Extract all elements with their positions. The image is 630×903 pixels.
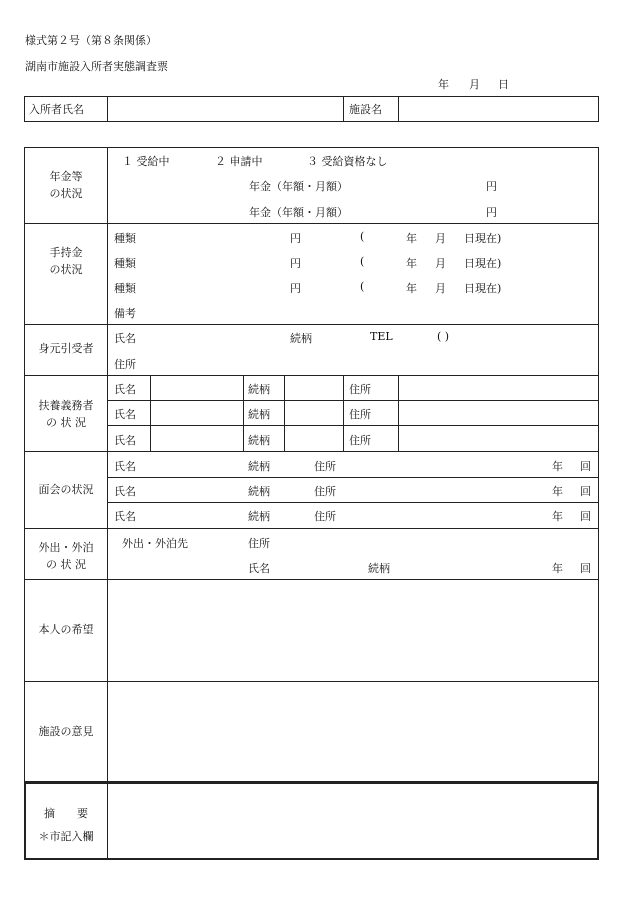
guarantor-tel-paren: ( ) <box>437 330 450 343</box>
visit-times-label: 回 <box>580 510 591 523</box>
cash-asof-label: 日現在) <box>464 257 502 270</box>
support-name-label: 氏名 <box>114 434 136 447</box>
outing-address-label: 住所 <box>248 537 270 550</box>
pension-option-applying[interactable]: ２ 申請中 <box>215 155 263 168</box>
form-number: 様式第２号（第８条関係） <box>25 34 157 47</box>
resident-name-label: 入所者氏名 <box>29 103 84 116</box>
cash-year-label: 年 <box>406 282 417 295</box>
visit-times-label: 回 <box>580 485 591 498</box>
date-year-label: 年 <box>438 78 449 91</box>
support-name-label: 氏名 <box>114 383 136 396</box>
outing-label: 外出・外泊 <box>38 541 94 554</box>
support-relation-label: 続柄 <box>248 383 270 396</box>
visit-relation-label: 続柄 <box>248 510 270 523</box>
cash-paren: ( <box>360 230 365 243</box>
cash-yen-unit: 円 <box>290 257 301 270</box>
visit-name-label: 氏名 <box>114 460 136 473</box>
visit-year-label: 年 <box>552 485 563 498</box>
cash-asof-label: 日現在) <box>464 282 502 295</box>
guarantor-name-label: 氏名 <box>114 332 136 345</box>
cash-kind-label: 種類 <box>114 257 136 270</box>
visit-year-label: 年 <box>552 460 563 473</box>
visit-relation-label: 続柄 <box>248 485 270 498</box>
support-address-label: 住所 <box>349 408 371 421</box>
cash-yen-unit: 円 <box>290 282 301 295</box>
support-label: 扶養義務者 <box>38 399 94 412</box>
guarantor-relation-label: 続柄 <box>290 332 312 345</box>
pension-amount-label: 年金（年額・月額） <box>249 206 348 219</box>
resident-name-field[interactable] <box>108 97 342 121</box>
cash-year-label: 年 <box>406 232 417 245</box>
wishes-field[interactable] <box>108 580 598 680</box>
visit-year-label: 年 <box>552 510 563 523</box>
pension-option-ineligible[interactable]: ３ 受給資格なし <box>307 155 388 168</box>
opinion-label: 施設の意見 <box>38 725 94 738</box>
outing-times-label: 回 <box>580 562 591 575</box>
outing-destination-label: 外出・外泊先 <box>122 537 188 550</box>
support-address-label: 住所 <box>349 383 371 396</box>
cash-month-label: 月 <box>435 257 446 270</box>
visit-times-label: 回 <box>580 460 591 473</box>
date-month-label: 月 <box>469 78 480 91</box>
support-relation-label: 続柄 <box>248 434 270 447</box>
guarantor-tel-label: TEL <box>370 330 393 343</box>
outing-label-sub: の 状 況 <box>46 558 86 571</box>
support-address-label: 住所 <box>349 434 371 447</box>
visit-address-label: 住所 <box>314 485 336 498</box>
cash-remarks-label: 備考 <box>114 307 136 320</box>
cash-paren: ( <box>360 255 365 268</box>
visit-name-label: 氏名 <box>114 485 136 498</box>
guarantor-label: 身元引受者 <box>38 342 94 355</box>
cash-yen-unit: 円 <box>290 232 301 245</box>
outing-name-label: 氏名 <box>248 562 270 575</box>
support-label-sub: の 状 況 <box>46 416 86 429</box>
facility-name-label: 施設名 <box>349 103 382 116</box>
visit-address-label: 住所 <box>314 510 336 523</box>
form-title: 湖南市施設入所者実態調査票 <box>25 60 168 73</box>
cash-kind-label: 種類 <box>114 282 136 295</box>
cash-month-label: 月 <box>435 232 446 245</box>
pension-label: 年金等 <box>49 170 83 183</box>
support-relation-label: 続柄 <box>248 408 270 421</box>
guarantor-address-label: 住所 <box>114 358 136 371</box>
cash-paren: ( <box>360 280 365 293</box>
facility-name-field[interactable] <box>399 97 598 121</box>
cash-kind-label: 種類 <box>114 232 136 245</box>
cash-year-label: 年 <box>406 257 417 270</box>
pension-option-receiving[interactable]: １ 受給中 <box>122 155 170 168</box>
support-name-label: 氏名 <box>114 408 136 421</box>
pension-amount-label: 年金（年額・月額） <box>249 180 348 193</box>
visit-relation-label: 続柄 <box>248 460 270 473</box>
cash-asof-label: 日現在) <box>464 232 502 245</box>
summary-field[interactable] <box>109 784 597 858</box>
visit-name-label: 氏名 <box>114 510 136 523</box>
city-entry-note: ＊市記入欄 <box>38 830 94 843</box>
date-day-label: 日 <box>498 78 509 91</box>
cash-label: 手持金 <box>49 246 83 259</box>
cash-month-label: 月 <box>435 282 446 295</box>
summary-label: 摘 要 <box>44 807 88 820</box>
opinion-field[interactable] <box>108 682 598 781</box>
visit-address-label: 住所 <box>314 460 336 473</box>
pension-yen-unit: 円 <box>486 206 497 219</box>
cash-label-sub: の状況 <box>49 263 83 276</box>
visits-label: 面会の状況 <box>38 483 94 496</box>
wishes-label: 本人の希望 <box>38 623 94 636</box>
pension-yen-unit: 円 <box>486 180 497 193</box>
outing-year-label: 年 <box>552 562 563 575</box>
pension-label-sub: の状況 <box>49 187 83 200</box>
outing-relation-label: 続柄 <box>368 562 390 575</box>
